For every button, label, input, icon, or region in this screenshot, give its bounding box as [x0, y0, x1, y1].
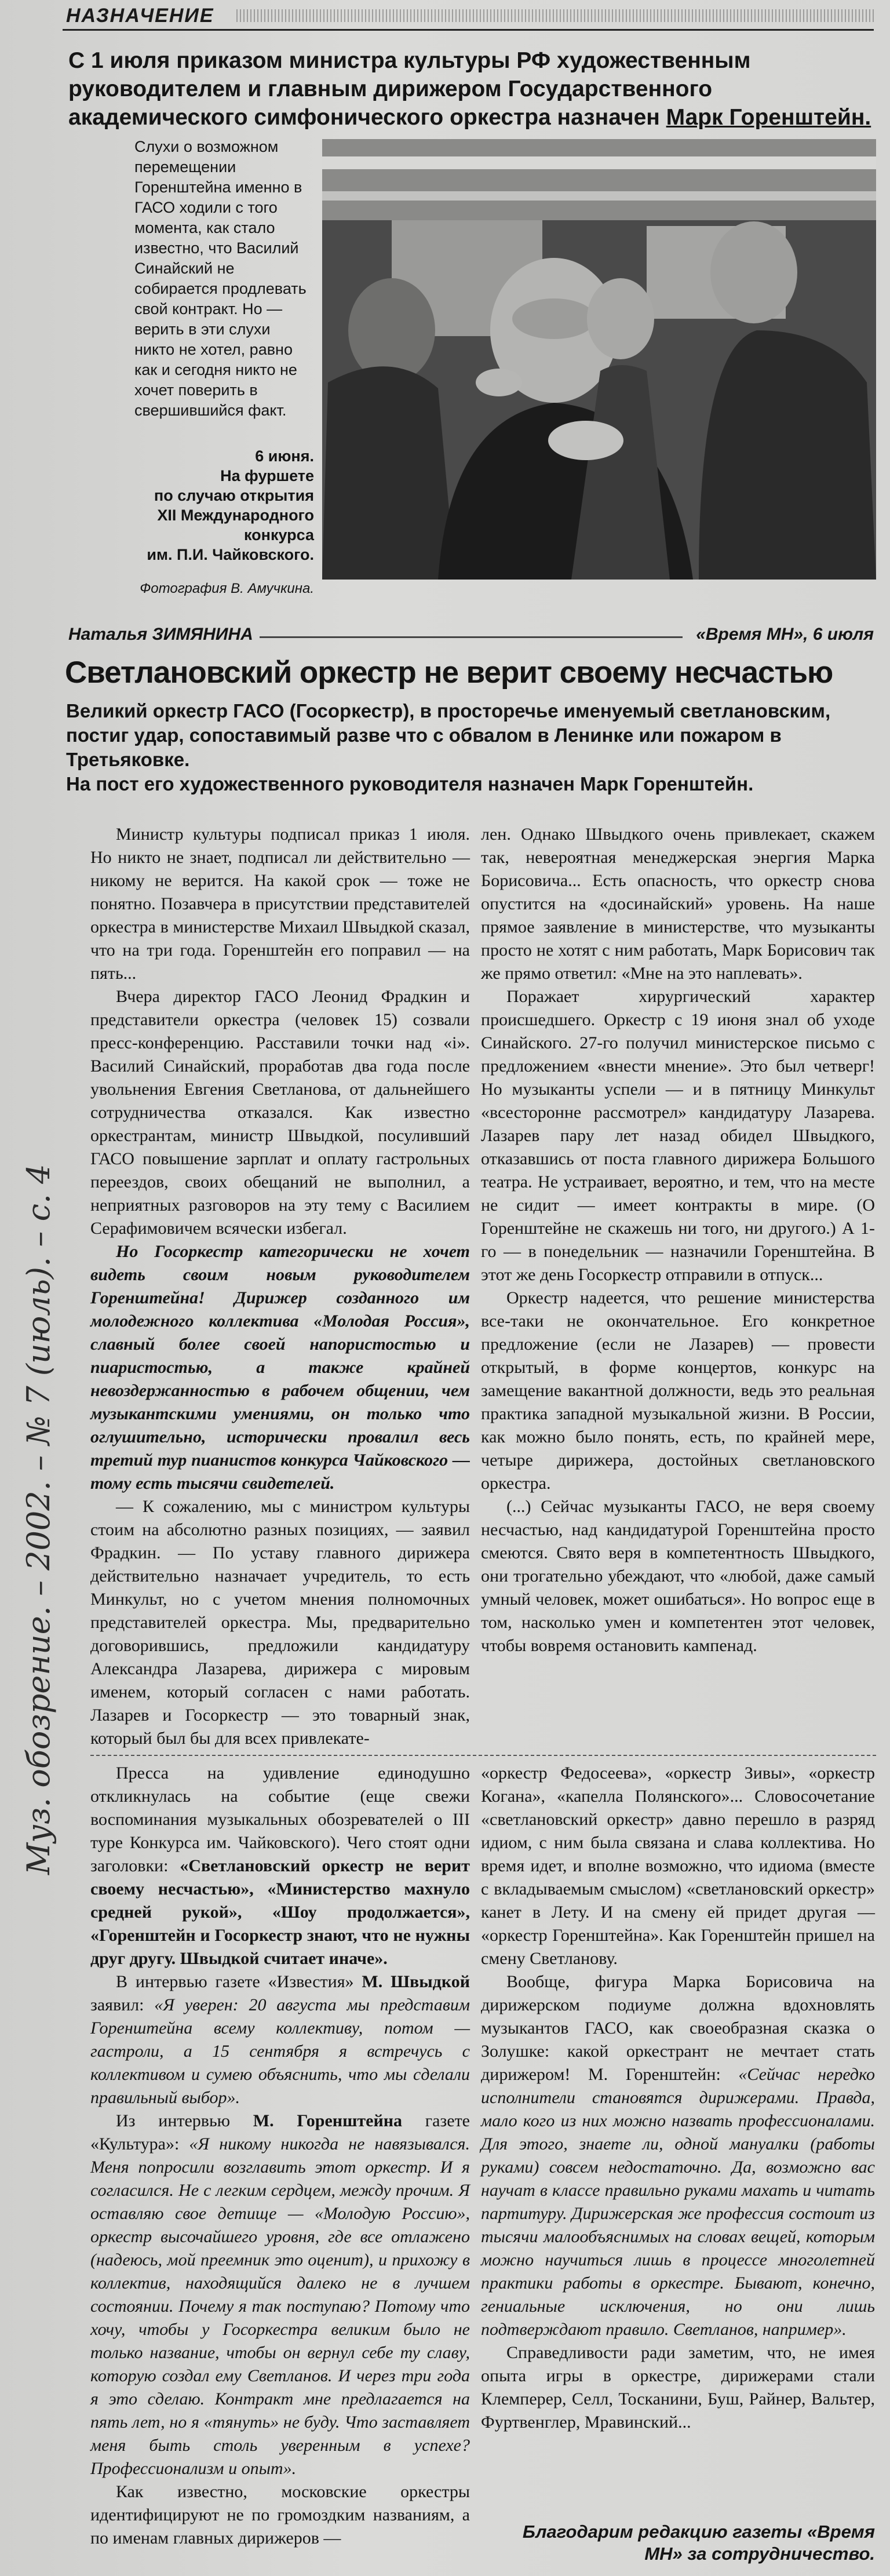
quote: «Сейчас нередко исполнители становятся дирижерами. Правда, мало кого из них можно назвать профессионалами. Для этого, знаете ли, одной мануалки (работы руками) совсем недостаточно. Да, возможно вас научат в классе правильно руками махать и читать партитуру. Дирижерская же профессия состоит из тысячи малообъяснимых на словах вещей, которым можно научиться лишь в процессе многолетней практики работы в оркестре. Бывают, конечно, гениальные исключения, но они лишь подтверждают правило. Светланов, например».	[481, 2065, 875, 2339]
caption-line: конкурса	[244, 526, 314, 544]
lead-text: С 1 июля приказом министра культуры РФ художественным руководителем и главным дирижером Государственного академического симфонического оркестра назначен	[68, 48, 751, 130]
text: Пресса на удивление единодушно откликнулась на событие (еще свежи воспоминания музыкальных обозревателей о III туре Конкурса им. Чайковского). Чего стоят одни заголовки:	[90, 1764, 470, 1875]
byline-source: «Время МН», 6 июля	[696, 625, 874, 644]
deck-line: Великий оркестр ГАСО (Госоркестр), в просторечье именуемый светлановским, постиг удар, сопоставимый разве что с обвалом в Ленинке или пожаром в Третьяковке.	[66, 700, 831, 770]
byline-divider	[260, 636, 683, 638]
article-column-2	[481, 823, 875, 1657]
quote: «Я уверен: 20 августа мы представим Горенштейна всему коллективу, потом — гастроли, а 15 сентября я встречусь с коллективом и сумею объяснить, что мы сделали правильный выбор».	[90, 1995, 470, 2107]
person-name: М. Швыдкой	[362, 1972, 470, 1991]
article-headline: Светлановский оркестр не верит своему несчастью	[65, 655, 833, 690]
paragraph: «оркестр Федосеева», «оркестр Зивы», «оркестр Когана», «капелла Полянского»... Словосочетание «светлановский оркестр» давно перешло в разряд идиом, с ним была связана и слава коллектива. Но время идет, и вполне возможно, что идиома (вместе с вкладываемым смыслом) «светлановский оркестр» канет в Лету. И на смену ей придет другая — «оркестр Горенштейна». Как Горенштейн пришел на смену Светланову.	[481, 1764, 875, 1968]
text: В интервью газете «Известия»	[116, 1972, 362, 1991]
rubric-header	[63, 3, 874, 31]
caption-line: по случаю открытия	[154, 487, 314, 504]
photo-caption	[134, 446, 314, 564]
paragraph: Поражает хирургический характер происшедшего. Оркестр с 19 июня знал об уходе Синайского. 27-го получил министерское письмо с предложением «внести мнение». Это был четверг! Но музыканты успели — и в пятницу Минкульт «всесторонне рассмотрел» кандидатуру Лазарева. Лазарев пару лет назад обидел Швыдкого, отказавшись от поста главного дирижера Большого театра. Не устраивает, вероятно, и тем, что на месте не сидит — имеет контракты в мире. (О Горенштейне не скажешь ни того, ни другого.) А 1-го — в понедельник — назначили Горенштейна. В этот же день Госоркестр отправили в отпуск...	[481, 987, 875, 1284]
paragraph	[90, 1970, 470, 2109]
paragraph: Вчера директор ГАСО Леонид Фрадкин и представители оркестра (человек 15) созвали пресс-конференцию. Расставили точки над «i». Василий Синайский, проработав два года после увольнения Евгения Светланова, от дальнейшего сотрудничества отказался. Как известно оркестрантам, министр Швыдкой, посуливший ГАСО повышение зарплат и оплату гастрольных переездов, своих обещаний не выполнил, а неприятных разговоров на эту тему с Василием Серафимовичем всячески избегал.	[90, 987, 470, 1238]
reception-photo	[322, 139, 876, 580]
headline-quotes: «Светлановский оркестр не верит своему несчастью», «Министерство махнуло средней рукой», «Шоу продолжается», «Горенштейн и Госоркестр знают, что не нужны друг другу. Швыдкой считает иначе».	[90, 1856, 470, 1968]
section-divider	[90, 1755, 876, 1756]
lead-paragraph	[68, 46, 874, 132]
paragraph	[90, 2109, 470, 2480]
caption-line: им. П.И. Чайковского.	[147, 546, 314, 563]
paragraph: Как известно, московские оркестры идентифицируют не по громоздким названиям, а по именам главных дирижеров —	[90, 2482, 470, 2548]
text: Из интервью	[116, 2111, 253, 2130]
person-name: М. Горенштейна	[253, 2111, 403, 2130]
caption-line: 6 июня.	[255, 447, 314, 465]
photo-credit: Фотография В. Амучкина.	[140, 581, 314, 596]
paragraph: Но Госоркестр категорически не хочет видеть своим новым руководителем Горенштейна! Дирижер созданного им молодежного коллектива «Молодая Россия», славный более своей напористостью и пиаристостью, а также крайней невоздержанностью в рабочем общении, чем музыкантскими умениями, он только что оглушительно, исторически провалил весь третий тур пианистов конкурса Чайковского — тому есть тысячи свидетелей.	[90, 1242, 470, 1493]
byline-author: Наталья ЗИМЯНИНА	[68, 625, 253, 644]
review-column-1	[90, 1762, 470, 2550]
caption-line: XII Международного	[157, 507, 314, 524]
paragraph: (...) Сейчас музыканты ГАСО, не веря своему несчастью, над кандидатурой Горенштейна просто смеются. Свято веря в компетентность Швыдкого, они трогательно убеждают, что «любой, даже самый умный человек, может ошибаться». Но вопрос еще в том, насколько умен и компетентен этот человек, чтобы вовремя остановить кампенад.	[481, 1497, 875, 1655]
deck-line: На пост его художественного руководителя назначен Марк Горенштейн.	[66, 773, 754, 795]
text: заявил:	[90, 1995, 155, 2014]
paragraph: — К сожалению, мы с министром культуры стоим на абсолютно разных позициях, — заявил Фрадкин. — По уставу главного дирижера действительно назначает учредитель, то есть Минкульт, но с учетом мнения полномочных представителей оркестра. Мы, предварительно договорившись, предложили кандидатуру Александра Лазарева, дирижера с мировым именем, который согласен с нами работать. Лазарев и Госоркестр — это товарный знак, который был бы для всех привлекате-	[90, 1497, 470, 1748]
text: Вообще, фигура Марка Борисовича на дирижерском подиуме должна вдохновлять музыкантов ГАСО, как своеобразная сказка о Золушке: какой оркестрант не мечтает стать дирижером! М. Горенштейн:	[481, 1972, 875, 2084]
photo-illustration	[322, 139, 876, 580]
sidebar-text: Слухи о возможном перемещении Горенштейна именно в ГАСО ходили с того момента, как стало известно, что Василий Синайский не собирается продлевать свой контракт. Но — верить в эти слухи никто не хотел, равно как и сегодня никто не хочет поверить в свершившийся факт.	[134, 138, 307, 419]
paragraph	[481, 1970, 875, 2341]
paragraph: Оркестр надеется, что решение министерства все-таки не окончательное. Его конкретное предложение (если не Лазарев) — провести открытый, в форме концертов, конкурс на замещение вакантной должности, ведь это реальная практика западной музыкальной жизни. В России, как можно было понять, есть, по крайней мере, четыре дирижера, достойных светлановского оркестра.	[481, 1288, 875, 1493]
lead-name: Марк Горенштейн.	[666, 105, 871, 130]
paragraph: Справедливости ради заметим, что, не имея опыта игры в оркестре, дирижерами стали Клемперер, Селл, Тосканини, Буш, Райнер, Вальтер, Фуртвенглер, Мравинский...	[481, 2343, 875, 2432]
paragraph	[90, 1762, 470, 1970]
article-column-1	[90, 823, 470, 1750]
paragraph: лен. Однако Швыдкого очень привлекает, скажем так, невероятная менеджерская энергия Марка Борисовича... Есть опасность, что оркестр снова опустится на «досинайский» уровень. На наше прямое заявление в министерстве, что музыканты просто не хотят с ним работать, Марк Борисович так же прямо ответил: «Мне на это наплевать».	[481, 825, 875, 983]
handwritten-citation: Муз. обозрение. – 2002. – № 7 (июль). – с. 4	[20, 1164, 57, 1875]
caption-line: На фуршете	[220, 467, 314, 484]
review-column-2	[481, 1762, 875, 2434]
text: газете «Культура»:	[90, 2111, 470, 2154]
article-deck	[66, 699, 877, 796]
acknowledgement: Благодарим редакцию газеты «Время МН» за сотрудничество.	[522, 2522, 875, 2564]
rubric-decoration	[236, 9, 874, 22]
rubric-label: НАЗНАЧЕНИЕ	[66, 5, 214, 27]
byline	[68, 625, 874, 648]
paragraph: Министр культуры подписал приказ 1 июля. Но никто не знает, подписал ли действительно — никому не верится. На какой срок — тоже не понятно. Позавчера в присутствии представителей оркестра в министерстве Михаил Швыдкой сказал, что на три года. Горенштейн его поправил — на пять...	[90, 825, 470, 983]
quote: «Я никому никогда не навязывался. Меня попросили возглавить этот оркестр. И я согласился. Не с легким сердцем, между прочим. Я оставляю свое детище — «Молодую Россию», оркестр высочайшего уровня, где все отлажено (надеюсь, мой преемник это оценит), и прихожу в коллектив, находящийся далеко не в лучшем состоянии. Почему я так поступаю? Потому что хочу, чтобы у Госоркестра великим было не только название, чтобы он вернул себе ту славу, которую создал ему Светланов. И через три года я это сделаю. Контракт мне предлагается на пять лет, но я «тянуть» не буду. Что заставляет меня быть столь уверенным в успехе? Профессионализм и опыт».	[90, 2134, 470, 2478]
